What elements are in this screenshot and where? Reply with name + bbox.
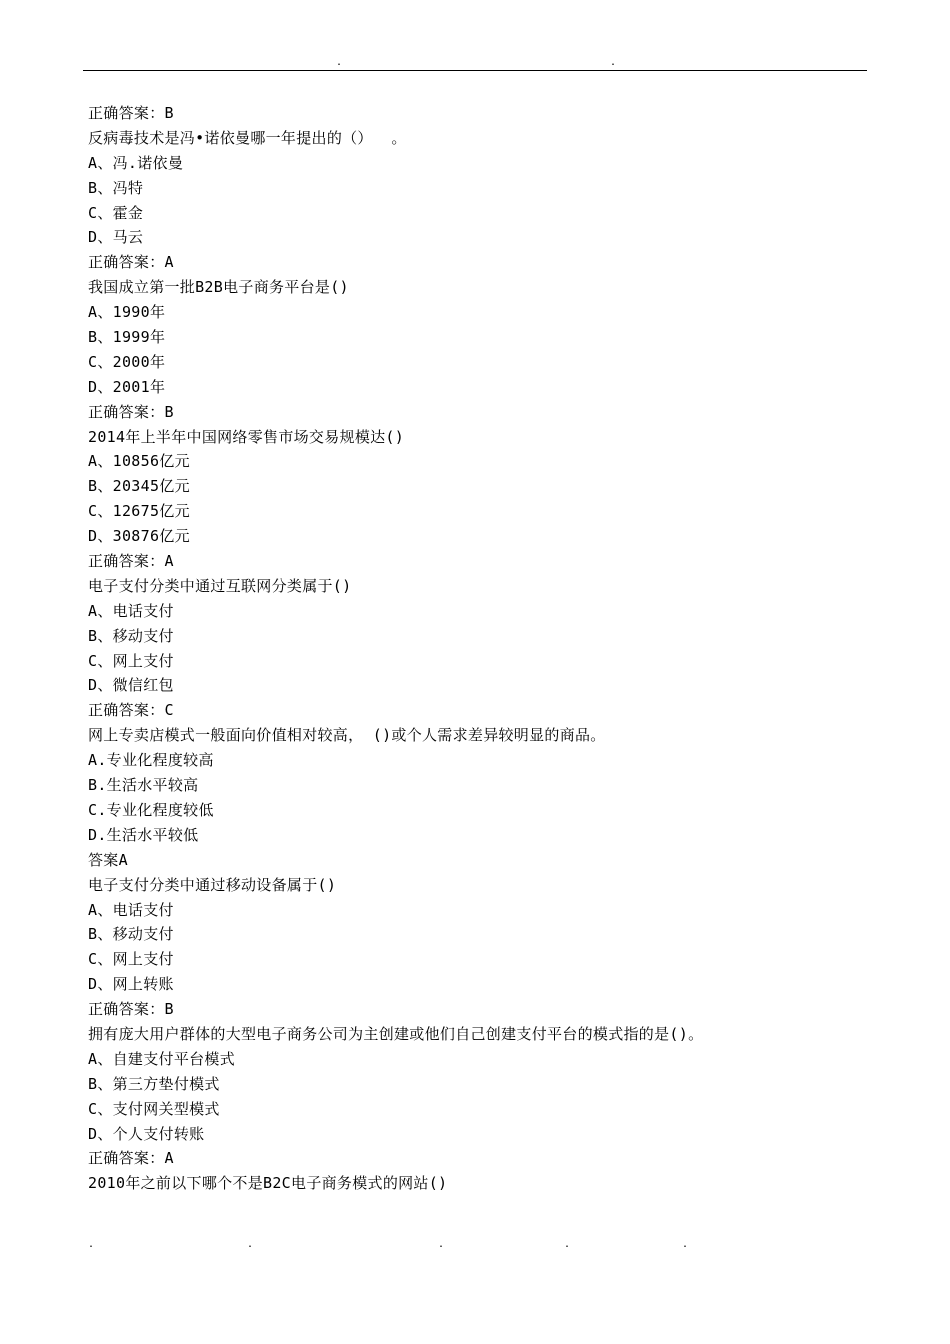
- footer-dot-4: .: [564, 1239, 571, 1250]
- text-line: D、2001年: [88, 377, 166, 396]
- text-line: D、30876亿元: [88, 527, 190, 546]
- text-line: 正确答案：C: [88, 701, 174, 720]
- text-line: 答案A: [88, 850, 128, 869]
- text-line: A、自建支付平台模式: [88, 1049, 236, 1068]
- footer-dot-5: .: [682, 1239, 689, 1250]
- text-line: D、个人支付转账: [88, 1124, 205, 1143]
- text-line: B、第三方垫付模式: [88, 1074, 220, 1093]
- header-rule: [83, 70, 867, 71]
- text-line: 拥有庞大用户群体的大型电子商务公司为主创建或他们自己创建支付平台的模式指的是()。: [88, 1024, 704, 1043]
- text-line: 2014年上半年中国网络零售市场交易规模达(): [88, 427, 405, 446]
- text-line: C、网上支付: [88, 651, 174, 670]
- text-line: A、电话支付: [88, 601, 174, 620]
- text-line: B.生活水平较高: [88, 776, 199, 795]
- text-line: B、冯特: [88, 178, 144, 197]
- text-line: D、微信红包: [88, 676, 174, 695]
- footer-dot-3: .: [438, 1239, 445, 1250]
- text-line: D、马云: [88, 228, 144, 247]
- text-line: C、支付网关型模式: [88, 1099, 220, 1118]
- text-line: A、10856亿元: [88, 452, 190, 471]
- page-footer: [0, 1238, 950, 1252]
- text-line: 正确答案：B: [88, 1000, 174, 1019]
- text-line: B、移动支付: [88, 626, 174, 645]
- text-line: 正确答案：A: [88, 253, 174, 272]
- text-line: D、网上转账: [88, 975, 174, 994]
- footer-dot-1: .: [88, 1239, 95, 1250]
- text-line: A、冯.诺依曼: [88, 153, 184, 172]
- header-dot-right: .: [610, 57, 617, 68]
- text-line: B、20345亿元: [88, 477, 190, 496]
- text-line: 我国成立第一批B2B电子商务平台是(): [88, 278, 349, 297]
- text-line: A、1990年: [88, 303, 166, 322]
- text-line: 正确答案：A: [88, 552, 174, 571]
- text-line: C、2000年: [88, 352, 166, 371]
- text-line: 电子支付分类中通过移动设备属于(): [88, 875, 337, 894]
- text-line: C.专业化程度较低: [88, 800, 214, 819]
- text-line: C、网上支付: [88, 950, 174, 969]
- text-line: D.生活水平较低: [88, 825, 199, 844]
- page-header: [0, 56, 950, 70]
- text-line: 电子支付分类中通过互联网分类属于(): [88, 576, 352, 595]
- text-line: A.专业化程度较高: [88, 751, 214, 770]
- header-dot-left: .: [336, 57, 343, 68]
- text-line: 2010年之前以下哪个不是B2C电子商务模式的网站(): [88, 1174, 448, 1193]
- text-line: C、12675亿元: [88, 502, 190, 521]
- document-body: [88, 101, 868, 1196]
- footer-dot-2: .: [247, 1239, 254, 1250]
- text-line: 反病毒技术是冯•诺依曼哪一年提出的（） 。: [88, 128, 407, 147]
- text-line: B、1999年: [88, 328, 166, 347]
- text-line: 网上专卖店模式一般面向价值相对较高， ()或个人需求差异较明显的商品。: [88, 726, 606, 745]
- text-line: C、霍金: [88, 203, 144, 222]
- text-line: A、电话支付: [88, 900, 174, 919]
- text-line: 正确答案：B: [88, 104, 174, 122]
- text-line: 正确答案：A: [88, 1149, 174, 1168]
- text-line: B、移动支付: [88, 925, 174, 944]
- text-line: 正确答案：B: [88, 402, 174, 421]
